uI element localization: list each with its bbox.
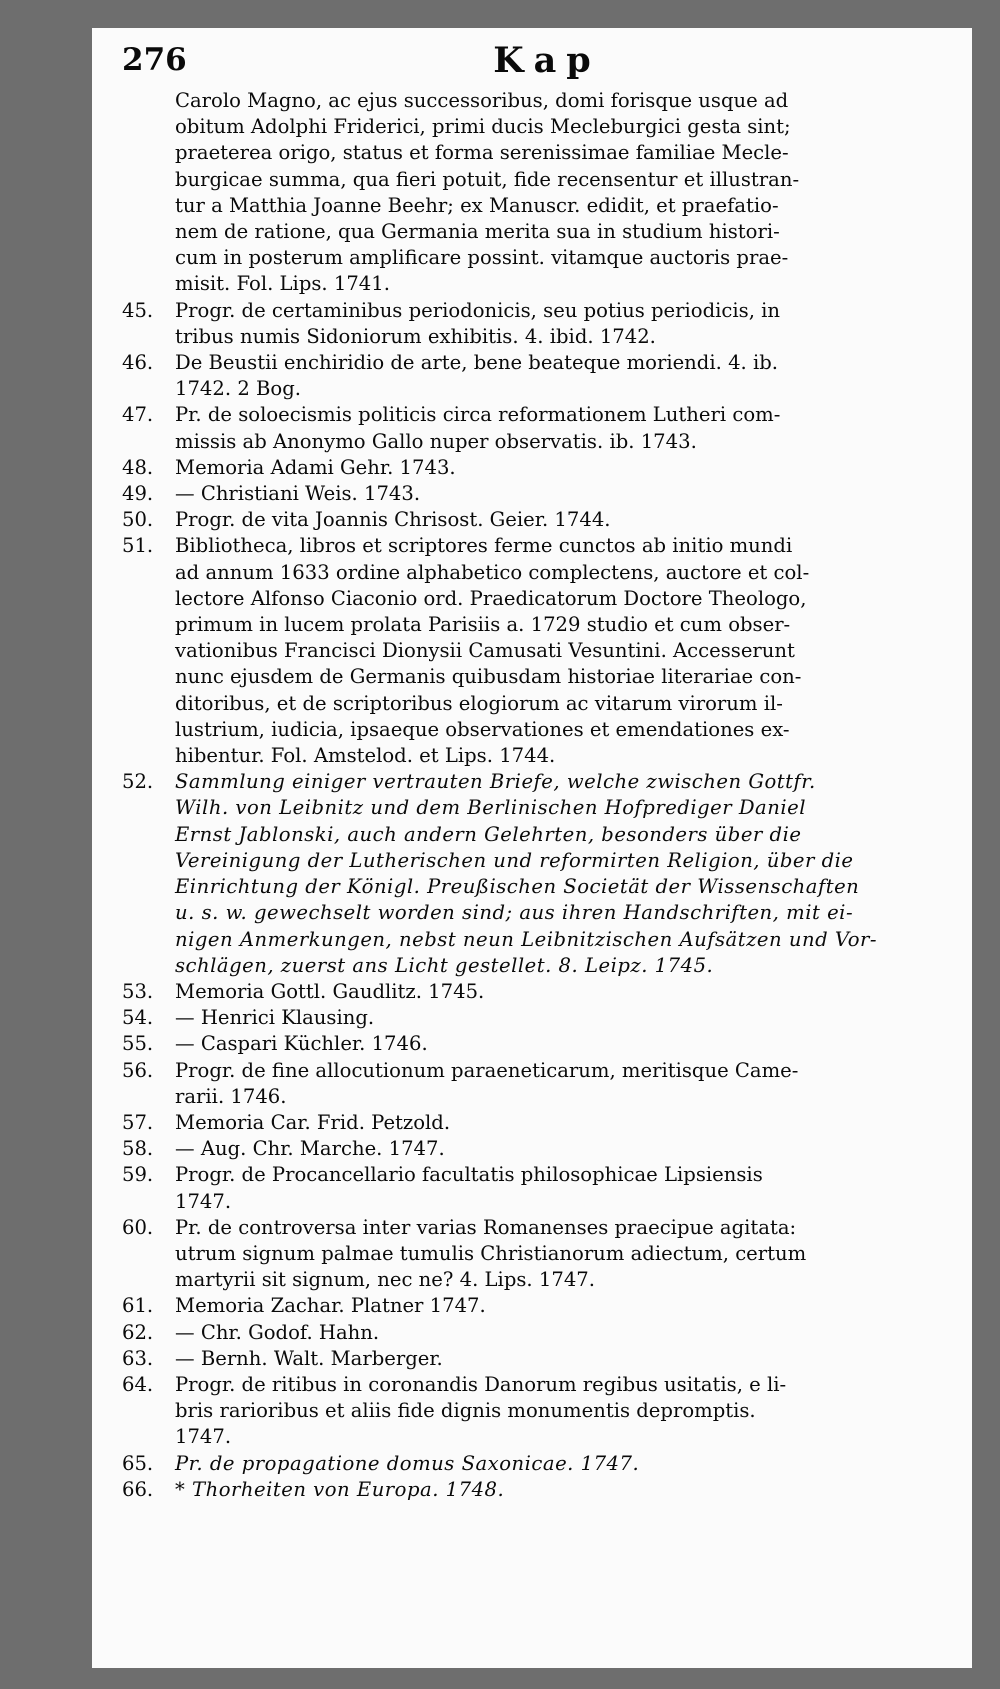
list-item <box>122 533 972 769</box>
list-item <box>122 1215 972 1294</box>
list-item <box>122 1031 972 1057</box>
list-item <box>122 455 972 481</box>
book-page <box>92 28 972 1668</box>
entry-number: 62. <box>122 1320 154 1344</box>
entry-text: Pr. de propagatione domus Saxonicae. 1747. <box>175 1451 640 1475</box>
entry-text: — Christiani Weis. 1743. <box>175 482 421 506</box>
entry-text: Progr. de vita Joannis Chrisost. Geier. 1744. <box>175 508 611 532</box>
entry-text: Memoria Car. Frid. Petzold. <box>175 1110 451 1134</box>
entry-text: — Bernh. Walt. Marberger. <box>175 1346 443 1370</box>
entry-text: Memoria Gottl. Gaudlitz. 1745. <box>175 979 485 1003</box>
entry-number: 63. <box>122 1346 154 1370</box>
entry-number: 61. <box>122 1294 154 1318</box>
entry-text: Progr. de certaminibus periodonicis, seu potius periodicis, in tribus numis Sidoniorum exhibitis. 4. ibid. 1742. <box>175 298 781 348</box>
entry-number: 57. <box>122 1110 154 1134</box>
entry-number: 53. <box>122 979 154 1003</box>
list-item <box>122 1451 972 1477</box>
entry-text: Pr. de soloecismis politicis circa reformationem Lutheri com- missis ab Anonymo Gallo nuper observatis. ib. 1743. <box>175 403 781 453</box>
list-item <box>122 507 972 533</box>
list-item <box>122 481 972 507</box>
entry-list <box>122 88 972 1503</box>
list-item <box>122 298 972 350</box>
entry-text: Memoria Adami Gehr. 1743. <box>175 455 456 479</box>
list-item <box>122 1320 972 1346</box>
entry-text: — Henrici Klausing. <box>175 1006 375 1030</box>
entry-number: 48. <box>122 455 154 479</box>
entry-number: 55. <box>122 1032 154 1056</box>
list-item <box>122 1005 972 1031</box>
list-item <box>122 1110 972 1136</box>
list-item <box>122 88 972 298</box>
list-item <box>122 1293 972 1319</box>
list-item <box>122 1162 972 1214</box>
entry-text: Carolo Magno, ac ejus successoribus, domi forisque usque ad obitum Adolphi Friderici, primi ducis Mecleburgici gesta sint; praeterea origo, status et forma serenissimae familiae Mecle- burgicae summa, qua fieri potuit, fide recensentur et illustran- tur a Matthia Joanne Beehr; ex Manuscr. edidit, et praefatio- nem de ratione, qua Germania merita sua in studium histori- cum in posterum amplificare possint. vitamque auctoris prae- misit. Fol. Lips. 1741. <box>175 89 800 296</box>
entry-text: Progr. de Procancellario facultatis philosophicae Lipsiensis 1747. <box>175 1163 763 1213</box>
entry-number: 52. <box>122 770 154 794</box>
list-item <box>122 402 972 454</box>
entry-number: 46. <box>122 351 154 375</box>
entry-number: 64. <box>122 1372 154 1396</box>
entry-number: 56. <box>122 1058 154 1082</box>
entry-number: 47. <box>122 403 154 427</box>
list-item <box>122 1477 972 1503</box>
list-item <box>122 769 972 979</box>
entry-text: Memoria Zachar. Platner 1747. <box>175 1294 486 1318</box>
page-number: 276 <box>122 42 187 78</box>
entry-text: * Thorheiten von Europa. 1748. <box>175 1477 505 1501</box>
entry-number: 59. <box>122 1163 154 1187</box>
list-item <box>122 1058 972 1110</box>
list-item <box>122 1346 972 1372</box>
entry-text: — Aug. Chr. Marche. 1747. <box>175 1137 445 1161</box>
entry-text: De Beustii enchiridio de arte, bene beateque moriendi. 4. ib. 1742. 2 Bog. <box>175 351 779 401</box>
entry-number: 51. <box>122 534 154 558</box>
entry-text: — Chr. Godof. Hahn. <box>175 1320 380 1344</box>
running-head: Kap <box>493 40 601 81</box>
entry-number: 66. <box>122 1477 154 1501</box>
entry-text: Bibliotheca, libros et scriptores ferme cunctos ab initio mundi ad annum 1633 ordine alphabetico complectens, auctore et col- lectore Alfonso Ciaconio ord. Praedicatorum Doctore Theologo, primum in lucem prolata Parisiis a. 1729 studio et cum obser- vationibus Francisci Dionysii Camusati Vesuntini. Accesserunt nunc ejusdem de Germanis quibusdam historiae literariae con- ditoribus, et de scriptoribus elogiorum ac vitarum virorum il- lustrium, iudicia, ipsaeque observationes et emendationes ex- hibentur. Fol. Amstelod. et Lips. 1744. <box>175 534 810 768</box>
entry-number: 65. <box>122 1451 154 1475</box>
entry-number: 60. <box>122 1215 154 1239</box>
entry-text: Progr. de fine allocutionum paraeneticarum, meritisque Came- rarii. 1746. <box>175 1058 799 1108</box>
entry-number: 54. <box>122 1006 154 1030</box>
entry-number: 58. <box>122 1137 154 1161</box>
entry-number: 50. <box>122 508 154 532</box>
page-header <box>122 42 972 92</box>
list-item <box>122 1372 972 1451</box>
entry-text: Progr. de ritibus in coronandis Danorum regibus usitatis, e li- bris rarioribus et aliis fide dignis monumentis depromptis. 1747. <box>175 1372 787 1449</box>
list-item <box>122 979 972 1005</box>
entry-text: Sammlung einiger vertrauten Briefe, welche zwischen Gottfr. Wilh. von Leibnitz und dem Berlinischen Hofprediger Daniel Ernst Jablonski, auch andern Gelehrten, besonders über die Vereinigung der Lutherischen und reformirten Religion, über die Einrichtung der Königl. Preußischen Societät der Wissenschaften u. s. w. gewechselt worden sind; aus ihren Handschriften, mit ei- nigen Anmerkungen, nebst neun Leibnitzischen Aufsätzen und Vor- schlägen, zuerst ans Licht gestellet. 8. Leipz. 1745. <box>175 770 878 977</box>
entry-number: 49. <box>122 482 154 506</box>
list-item <box>122 350 972 402</box>
entry-number: 45. <box>122 298 154 322</box>
list-item <box>122 1136 972 1162</box>
entry-text: — Caspari Küchler. 1746. <box>175 1032 428 1056</box>
entry-text: Pr. de controversa inter varias Romanenses praecipue agitata: utrum signum palmae tumulis Christianorum adiectum, certum martyrii sit signum, nec ne? 4. Lips. 1747. <box>175 1215 807 1292</box>
